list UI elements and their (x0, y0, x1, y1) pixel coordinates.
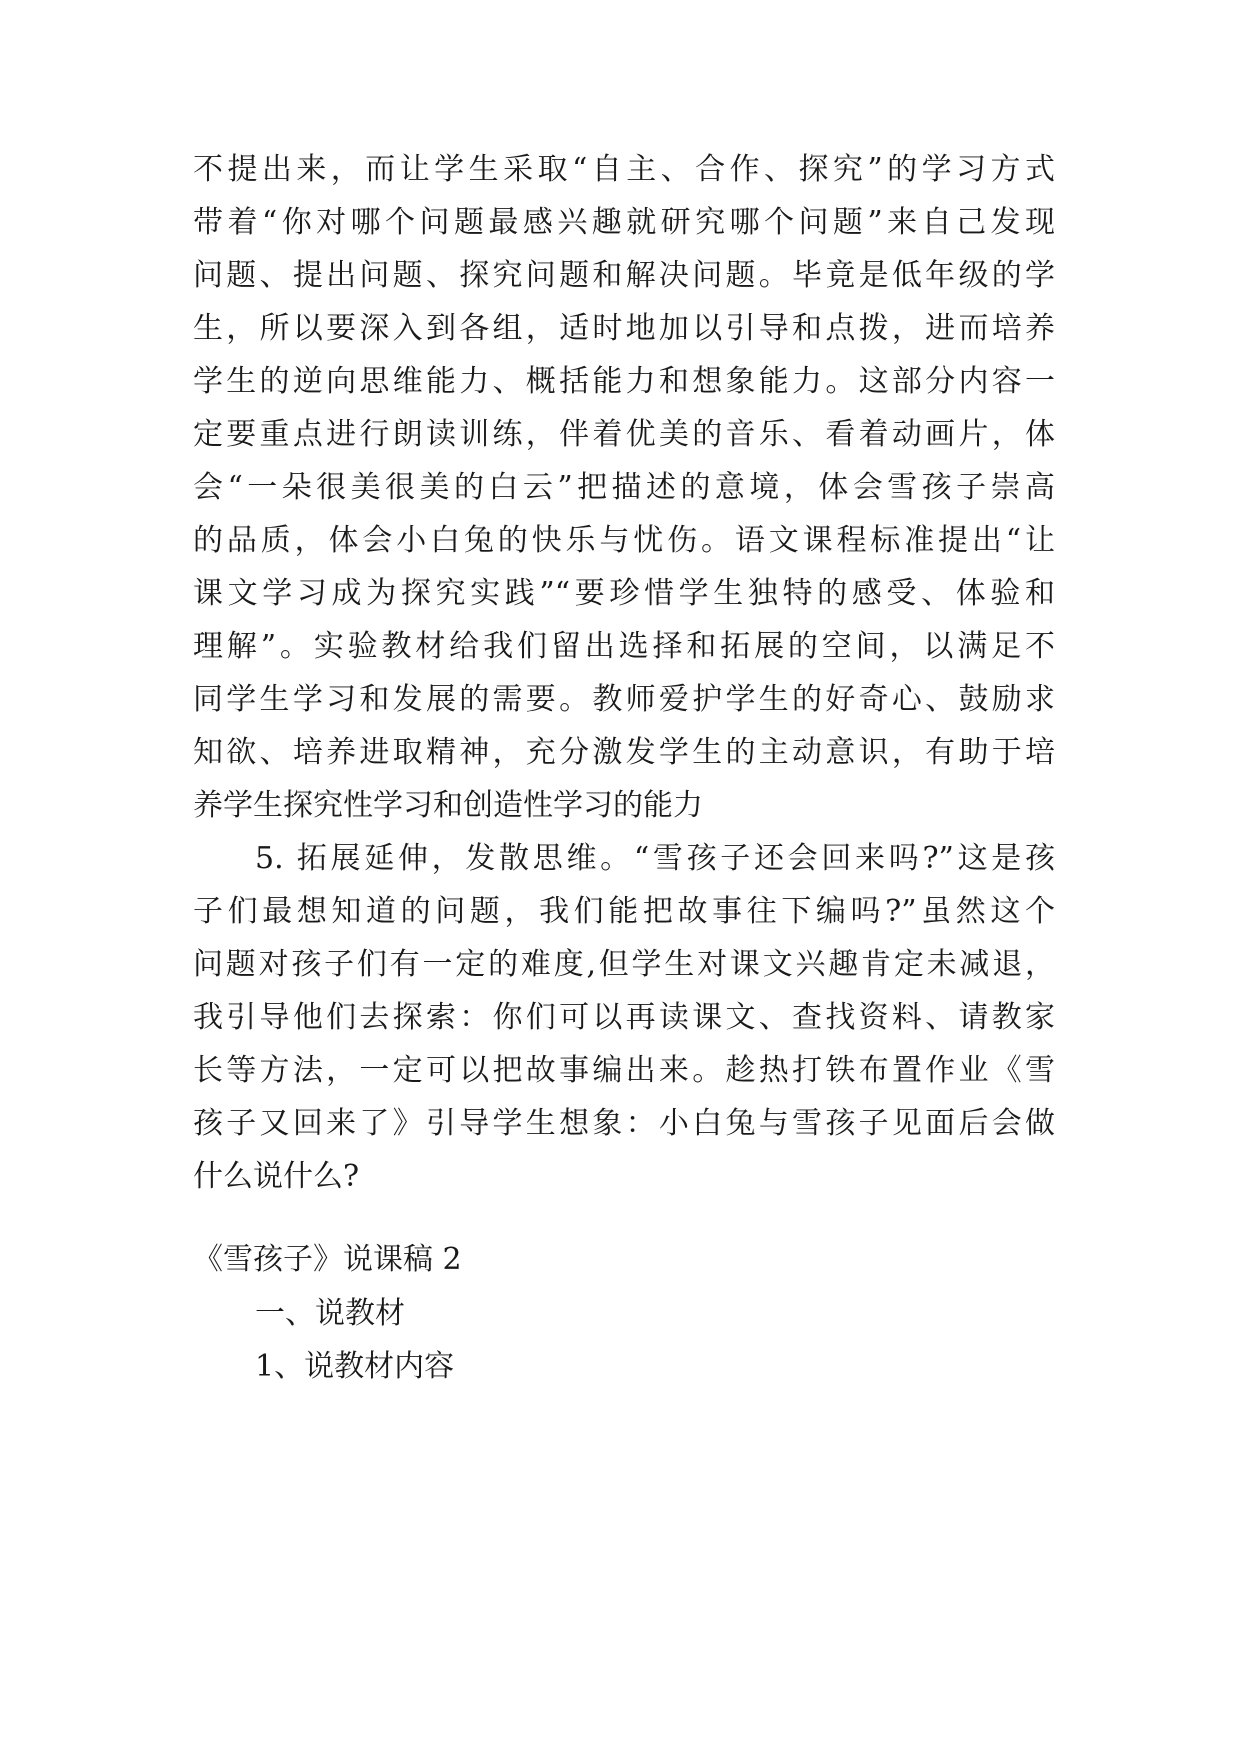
paragraph-line: 不提出来，而让学生采取“自主、合作、探究”的学习方式 (193, 152, 1055, 187)
paragraph-line: 子们最想知道的问题，我们能把故事往下编吗?”虽然这个 (193, 894, 1055, 929)
paragraph-line: 问题对孩子们有一定的难度,但学生对课文兴趣肯定未减退， (193, 947, 1055, 982)
section-heading-1: 一、说教材 (255, 1296, 405, 1331)
paragraph-line: 我引导他们去探索：你们可以再读课文、查找资料、请教家 (193, 1000, 1055, 1035)
paragraph-line: 问题、提出问题、探究问题和解决问题。毕竟是低年级的学 (193, 258, 1055, 293)
section-title: 《雪孩子》说课稿 2 (193, 1242, 462, 1277)
paragraph-line: 5. 拓展延伸，发散思维。“雪孩子还会回来吗?”这是孩 (255, 841, 1055, 876)
section-heading-1-1: 1、说教材内容 (255, 1349, 455, 1384)
paragraph-line: 知欲、培养进取精神，充分激发学生的主动意识，有助于培 (193, 735, 1055, 770)
paragraph-line: 养学生探究性学习和创造性学习的能力 (193, 788, 703, 823)
paragraph-line: 什么说什么? (193, 1159, 360, 1194)
paragraph-line: 学生的逆向思维能力、概括能力和想象能力。这部分内容一 (193, 364, 1055, 399)
paragraph-line: 带着“你对哪个问题最感兴趣就研究哪个问题”来自己发现 (193, 205, 1055, 240)
paragraph-line: 课文学习成为探究实践”“要珍惜学生独特的感受、体验和 (193, 576, 1055, 611)
paragraph-line: 理解”。实验教材给我们留出选择和拓展的空间，以满足不 (193, 629, 1055, 664)
paragraph-line: 会“一朵很美很美的白云”把描述的意境，体会雪孩子崇高 (193, 470, 1055, 505)
paragraph-line: 同学生学习和发展的需要。教师爱护学生的好奇心、鼓励求 (193, 682, 1055, 717)
paragraph-line: 定要重点进行朗读训练，伴着优美的音乐、看着动画片，体 (193, 417, 1055, 452)
paragraph-line: 的品质，体会小白兔的快乐与忧伤。语文课程标准提出“让 (193, 523, 1055, 558)
paragraph-line: 孩子又回来了》引导学生想象：小白兔与雪孩子见面后会做 (193, 1106, 1055, 1141)
paragraph-line: 长等方法，一定可以把故事编出来。趁热打铁布置作业《雪 (193, 1053, 1055, 1088)
paragraph-line: 生，所以要深入到各组，适时地加以引导和点拨，进而培养 (193, 311, 1055, 346)
